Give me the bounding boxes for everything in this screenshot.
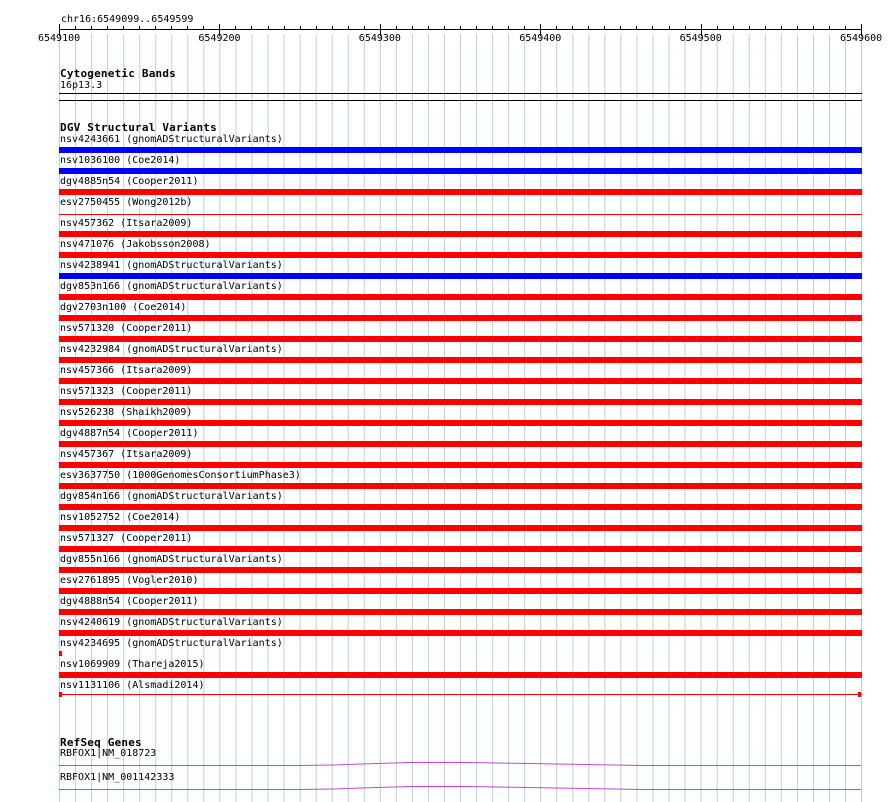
ruler-tick-label: 6549500 bbox=[679, 33, 722, 44]
variant-end-cap[interactable] bbox=[59, 692, 62, 697]
cytoband-bar[interactable] bbox=[59, 93, 862, 94]
ruler-tick-label: 6549200 bbox=[198, 33, 241, 44]
ruler-minor-tick bbox=[75, 26, 76, 30]
variant-label[interactable]: esv2761895 (Vogler2010) bbox=[60, 575, 199, 586]
variant-end-cap[interactable] bbox=[858, 692, 861, 697]
ruler-minor-tick bbox=[91, 26, 92, 30]
variant-feature[interactable] bbox=[59, 252, 862, 258]
variant-feature[interactable] bbox=[59, 567, 862, 573]
variant-feature[interactable] bbox=[59, 168, 862, 174]
variant-label[interactable]: nsv4232984 (gnomADStructuralVariants) bbox=[60, 344, 283, 355]
variant-label[interactable]: dgv853n166 (gnomADStructuralVariants) bbox=[60, 281, 283, 292]
variant-feature[interactable] bbox=[59, 214, 862, 215]
variant-label[interactable]: esv3637750 (1000GenomesConsortiumPhase3) bbox=[60, 470, 301, 481]
ruler-minor-tick bbox=[781, 26, 782, 30]
variant-feature[interactable] bbox=[59, 525, 862, 531]
ruler-minor-tick bbox=[332, 26, 333, 30]
variant-label[interactable]: nsv1052752 (Coe2014) bbox=[60, 512, 181, 523]
variant-feature[interactable] bbox=[59, 546, 862, 552]
ruler-tick-label: 6549100 bbox=[38, 33, 81, 44]
variant-label[interactable]: nsv457362 (Itsara2009) bbox=[60, 218, 193, 229]
variant-feature[interactable] bbox=[59, 231, 862, 237]
ruler-minor-tick bbox=[845, 26, 846, 30]
variant-label[interactable]: nsv4240619 (gnomADStructuralVariants) bbox=[60, 617, 283, 628]
variant-feature[interactable] bbox=[59, 315, 862, 321]
ruler-minor-tick bbox=[444, 26, 445, 30]
ruler-minor-tick bbox=[765, 26, 766, 30]
ruler-minor-tick bbox=[348, 26, 349, 30]
variant-feature[interactable] bbox=[59, 504, 862, 510]
cytoband-label[interactable]: 16p13.3 bbox=[60, 80, 103, 91]
variant-label[interactable]: nsv526238 (Shaikh2009) bbox=[60, 407, 193, 418]
gene-intron-line[interactable] bbox=[0, 784, 890, 792]
variant-label[interactable]: nsv471076 (Jakobsson2008) bbox=[60, 239, 211, 250]
ruler-minor-tick bbox=[685, 26, 686, 30]
ruler-minor-tick bbox=[797, 26, 798, 30]
ruler-minor-tick bbox=[572, 26, 573, 30]
ruler-minor-tick bbox=[492, 26, 493, 30]
ruler-minor-tick bbox=[123, 26, 124, 30]
variant-feature[interactable] bbox=[59, 273, 862, 279]
variant-label[interactable]: nsv1131106 (Alsmadi2014) bbox=[60, 680, 205, 691]
ruler-minor-tick bbox=[556, 26, 557, 30]
ruler-tick-label: 6549600 bbox=[840, 33, 883, 44]
variant-label[interactable]: nsv571327 (Cooper2011) bbox=[60, 533, 193, 544]
ruler-minor-tick bbox=[652, 26, 653, 30]
ruler-minor-tick bbox=[717, 26, 718, 30]
ruler-minor-tick bbox=[476, 26, 477, 30]
ruler-minor-tick bbox=[268, 26, 269, 30]
ruler-minor-tick bbox=[396, 26, 397, 30]
variant-label[interactable]: nsv571320 (Cooper2011) bbox=[60, 323, 193, 334]
variant-feature[interactable] bbox=[59, 588, 862, 594]
ruler-minor-tick bbox=[187, 26, 188, 30]
ruler-minor-tick bbox=[203, 26, 204, 30]
ruler-minor-tick bbox=[316, 26, 317, 30]
ruler-minor-tick bbox=[508, 26, 509, 30]
variant-feature[interactable] bbox=[59, 609, 862, 615]
variant-feature[interactable] bbox=[59, 694, 862, 695]
ruler-minor-tick bbox=[284, 26, 285, 30]
ruler-minor-tick bbox=[813, 26, 814, 30]
variant-label[interactable]: nsv1069909 (Thareja2015) bbox=[60, 659, 205, 670]
variant-label[interactable]: nsv571323 (Cooper2011) bbox=[60, 386, 193, 397]
ruler-tick-label: 6549400 bbox=[519, 33, 562, 44]
dgv-track-title[interactable]: DGV Structural Variants bbox=[60, 121, 217, 134]
refseq-track-title[interactable]: RefSeq Genes bbox=[60, 736, 142, 749]
ruler-minor-tick bbox=[251, 26, 252, 30]
variant-feature[interactable] bbox=[59, 378, 862, 384]
variant-feature[interactable] bbox=[59, 294, 862, 300]
variant-label[interactable]: nsv457366 (Itsara2009) bbox=[60, 365, 193, 376]
gene-label[interactable]: RBFOX1|NM_001142333 bbox=[60, 772, 175, 783]
ruler-minor-tick bbox=[155, 26, 156, 30]
variant-feature[interactable] bbox=[59, 462, 862, 468]
variant-feature[interactable] bbox=[59, 147, 862, 153]
variant-label[interactable]: dgv4885n54 (Cooper2011) bbox=[60, 176, 199, 187]
ruler-minor-tick bbox=[235, 26, 236, 30]
ruler-minor-tick bbox=[733, 26, 734, 30]
ruler-minor-tick bbox=[636, 26, 637, 30]
ruler-minor-tick bbox=[604, 26, 605, 30]
variant-label[interactable]: dgv4888n54 (Cooper2011) bbox=[60, 596, 199, 607]
variant-label[interactable]: dgv855n166 (gnomADStructuralVariants) bbox=[60, 554, 283, 565]
variant-feature[interactable] bbox=[59, 336, 862, 342]
ruler-minor-tick bbox=[107, 26, 108, 30]
gene-label[interactable]: RBFOX1|NM_018723 bbox=[60, 748, 157, 759]
variant-label[interactable]: nsv4238941 (gnomADStructuralVariants) bbox=[60, 260, 283, 271]
cytoband-track-title[interactable]: Cytogenetic Bands bbox=[60, 67, 176, 80]
variant-feature[interactable] bbox=[59, 420, 862, 426]
ruler-minor-tick bbox=[749, 26, 750, 30]
variant-feature[interactable] bbox=[59, 651, 62, 656]
ruler-minor-tick bbox=[412, 26, 413, 30]
variant-label[interactable]: dgv854n166 (gnomADStructuralVariants) bbox=[60, 491, 283, 502]
ruler-tick-label: 6549300 bbox=[358, 33, 401, 44]
variant-label[interactable]: nsv1036100 (Coe2014) bbox=[60, 155, 181, 166]
variant-label[interactable]: dgv4887n54 (Cooper2011) bbox=[60, 428, 199, 439]
variant-feature[interactable] bbox=[59, 441, 862, 447]
variant-label[interactable]: nsv4243661 (gnomADStructuralVariants) bbox=[60, 134, 283, 145]
variant-feature[interactable] bbox=[59, 483, 862, 489]
ruler-minor-tick bbox=[300, 26, 301, 30]
variant-label[interactable]: dgv2703n100 (Coe2014) bbox=[60, 302, 187, 313]
ruler-minor-tick bbox=[460, 26, 461, 30]
ruler-minor-tick bbox=[588, 26, 589, 30]
ruler-minor-tick bbox=[139, 26, 140, 30]
variant-feature[interactable] bbox=[59, 189, 862, 195]
variant-label[interactable]: nsv457367 (Itsara2009) bbox=[60, 449, 193, 460]
variant-label[interactable]: esv2750455 (Wong2012b) bbox=[60, 197, 193, 208]
ruler-minor-tick bbox=[364, 26, 365, 30]
variant-feature[interactable] bbox=[59, 672, 862, 678]
track-separator bbox=[59, 100, 862, 101]
variant-label[interactable]: nsv4234695 (gnomADStructuralVariants) bbox=[60, 638, 283, 649]
gene-intron-line[interactable] bbox=[0, 760, 890, 768]
ruler-minor-tick bbox=[428, 26, 429, 30]
variant-feature[interactable] bbox=[59, 630, 862, 636]
ruler-minor-tick bbox=[524, 26, 525, 30]
ruler-minor-tick bbox=[829, 26, 830, 30]
region-label: chr16:6549099..6549599 bbox=[61, 14, 194, 25]
variant-feature[interactable] bbox=[59, 399, 862, 405]
variant-feature[interactable] bbox=[59, 357, 862, 363]
ruler-minor-tick bbox=[620, 26, 621, 30]
ruler-minor-tick bbox=[171, 26, 172, 30]
ruler-minor-tick bbox=[669, 26, 670, 30]
